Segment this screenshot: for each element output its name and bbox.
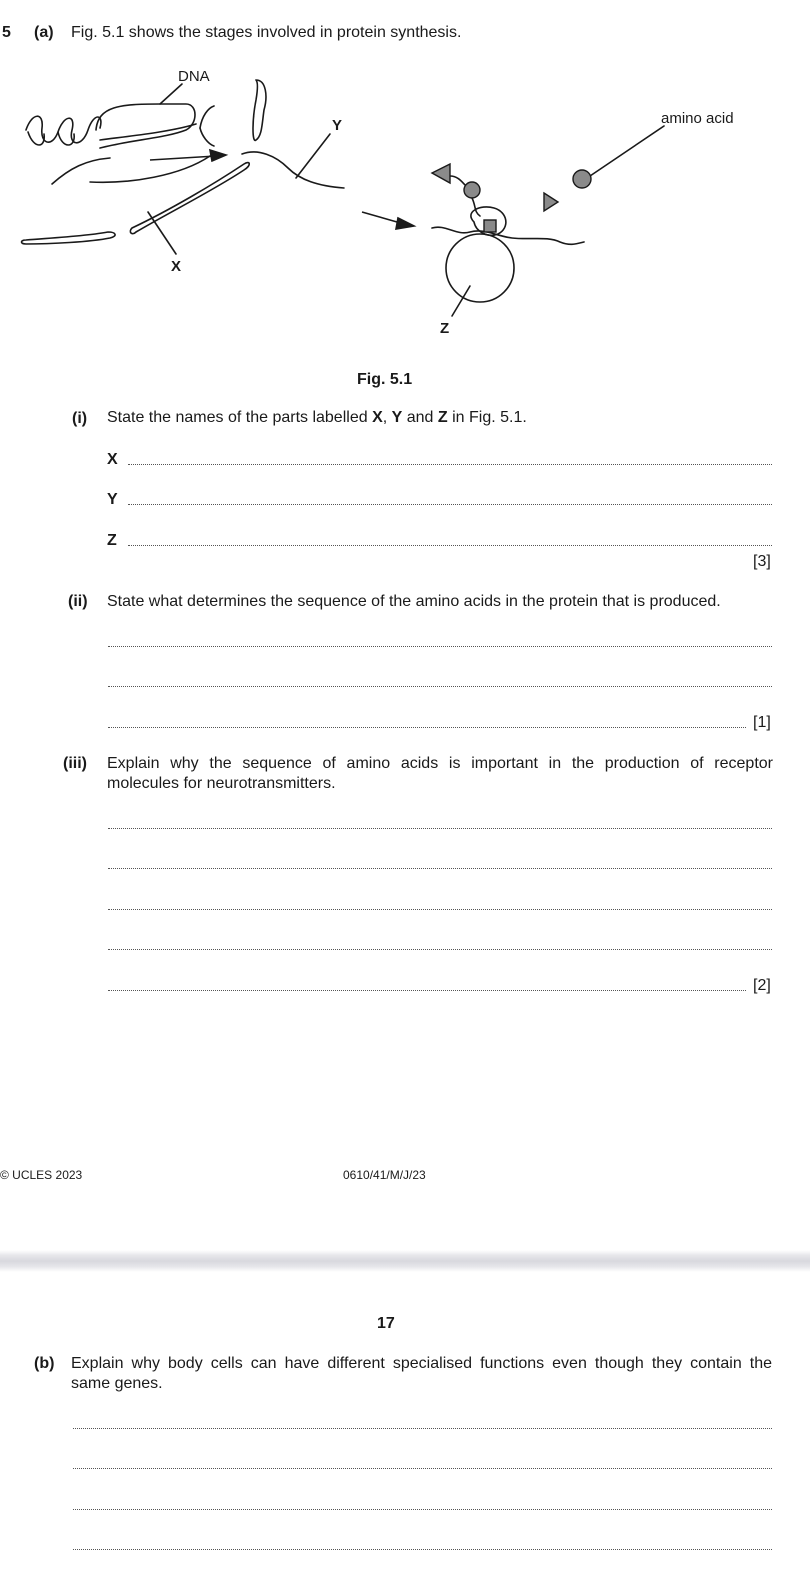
label-y: Y	[332, 117, 343, 134]
answer-line-iii-5[interactable]	[108, 990, 746, 991]
part-b-label: (b)	[34, 1355, 55, 1372]
part-a-label: (a)	[34, 24, 54, 41]
dna-strand-tail	[200, 106, 214, 128]
footer-code: 0610/41/M/J/23	[343, 1168, 426, 1182]
arrow-2-head	[396, 218, 414, 229]
answer-line-iii-2[interactable]	[108, 868, 772, 869]
dna-pointer	[160, 84, 182, 104]
strand-loop	[253, 80, 266, 140]
amino-acid-triangle-left	[432, 164, 450, 183]
dna-bubble	[96, 104, 195, 148]
label-dna: DNA	[178, 68, 210, 85]
strand-x	[130, 163, 249, 234]
answer-line-b-2[interactable]	[73, 1468, 772, 1469]
question-number: 5	[2, 24, 11, 41]
page-divider	[0, 1250, 810, 1272]
marks-ii: [1]	[753, 714, 771, 731]
marks-i: [3]	[753, 553, 771, 570]
dna-strand-tail2	[200, 128, 214, 146]
peptide-chain	[450, 176, 466, 186]
footer-copyright: © UCLES 2023	[0, 1168, 83, 1182]
marks-iii: [2]	[753, 977, 771, 994]
answer-line-iii-3[interactable]	[108, 909, 772, 910]
sub-ii-text: State what determines the sequence of the amino acids in the protein that is produced.	[107, 593, 721, 610]
amino-acid-triangle-right	[544, 193, 558, 211]
mrna-strand	[52, 158, 110, 184]
dna-helix	[26, 116, 101, 143]
answer-line-ii-2[interactable]	[108, 686, 772, 687]
label-x: X	[171, 258, 182, 275]
answer-line-ii-3[interactable]	[108, 727, 746, 728]
label-z: Z	[440, 320, 450, 337]
part-b-text-line1: Explain why body cells can have different specialised functions even though they contain the	[71, 1355, 772, 1372]
amino-acid-square	[484, 220, 496, 232]
figure-caption: Fig. 5.1	[357, 371, 413, 388]
amino-acid-pointer	[590, 126, 664, 176]
answer-label-y: Y	[107, 491, 118, 508]
label-amino-acid: amino acid	[661, 110, 734, 127]
strand-y	[242, 152, 344, 188]
sub-iii-text-line2: molecules for neurotransmitters.	[107, 775, 336, 792]
answer-line-iii-4[interactable]	[108, 949, 772, 950]
part-a-text: Fig. 5.1 shows the stages involved in protein synthesis.	[71, 24, 462, 41]
sub-iii-label: (iii)	[63, 755, 87, 772]
page-number: 17	[377, 1315, 395, 1332]
answer-line-y[interactable]	[128, 504, 772, 505]
amino-acid-circle-1	[464, 182, 480, 198]
answer-line-b-1[interactable]	[73, 1428, 772, 1429]
protein-synthesis-diagram	[0, 55, 810, 355]
answer-label-x: X	[107, 451, 118, 468]
answer-line-iii-1[interactable]	[108, 828, 772, 829]
answer-line-b-4[interactable]	[73, 1549, 772, 1550]
part-b-text-line2: same genes.	[71, 1375, 163, 1392]
arrow-1-head	[210, 150, 226, 161]
ribosome	[446, 234, 514, 302]
answer-line-z[interactable]	[128, 545, 772, 546]
peptide-link	[472, 198, 480, 216]
mrna-ribosome	[432, 227, 584, 244]
dna-helix-back	[28, 132, 74, 145]
sub-i-text: State the names of the parts labelled X, Y and Z in Fig. 5.1.	[107, 409, 527, 426]
x-pointer	[148, 212, 176, 254]
answer-line-x[interactable]	[128, 464, 772, 465]
amino-acid-circle-2	[573, 170, 591, 188]
y-pointer	[296, 134, 330, 178]
answer-label-z: Z	[107, 532, 117, 549]
sub-ii-label: (ii)	[68, 593, 88, 610]
sub-iii-text-line1: Explain why the sequence of amino acids is important in the production of receptor	[107, 755, 773, 772]
strand-short	[22, 232, 116, 244]
sub-i-label: (i)	[72, 410, 88, 427]
answer-line-ii-1[interactable]	[108, 646, 772, 647]
answer-line-b-3[interactable]	[73, 1509, 772, 1510]
